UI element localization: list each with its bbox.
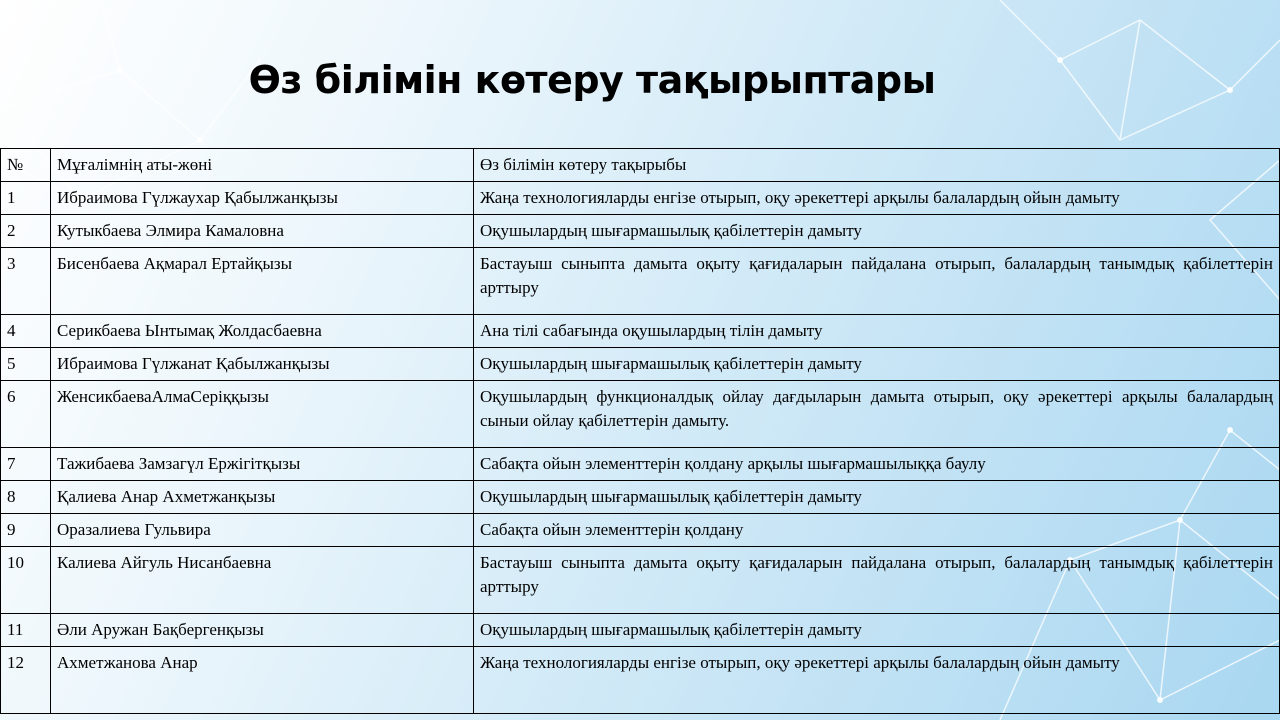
header-number: №: [1, 149, 51, 182]
page-title: Өз білімін көтеру тақырыптары: [248, 58, 936, 102]
teacher-name: Ибраимова Гүлжаухар Қабылжанқызы: [51, 182, 474, 215]
topic-text: Оқушылардың шығармашылық қабілеттерін дамыту: [474, 348, 1280, 381]
row-number: 8: [1, 481, 51, 514]
topic-text: Оқушылардың функционалдық ойлау дағдыларын дамыта отырып, оқу әрекеттері арқылы балалардың сыныи ойлау қабілеттерін дамыту.: [474, 381, 1280, 448]
header-teacher-name: Мұғалімнің аты-жөні: [51, 149, 474, 182]
row-number: 1: [1, 182, 51, 215]
topic-text: Оқушылардың шығармашылық қабілеттерін дамыту: [474, 481, 1280, 514]
table-row: [1, 248, 1280, 315]
row-number: 7: [1, 448, 51, 481]
table-row: [1, 315, 1280, 348]
teacher-name: ЖенсикбаеваАлмаСеріққызы: [51, 381, 474, 448]
teacher-name: Ибраимова Гүлжанат Қабылжанқызы: [51, 348, 474, 381]
topic-text: Ана тілі сабағында оқушылардың тілін дамыту: [474, 315, 1280, 348]
row-number: 6: [1, 381, 51, 448]
table-row: [1, 614, 1280, 647]
teacher-name: Оразалиева Гульвира: [51, 514, 474, 547]
table-row: [1, 481, 1280, 514]
row-number: 4: [1, 315, 51, 348]
teacher-name: Қалиева Анар Ахметжанқызы: [51, 481, 474, 514]
row-number: 9: [1, 514, 51, 547]
teacher-name: Бисенбаева Ақмарал Ертайқызы: [51, 248, 474, 315]
table-row: [1, 647, 1280, 714]
topic-text: Бастауыш сыныпта дамыта оқыту қағидаларын пайдалана отырып, балалардың танымдық қабілеттерін арттыру: [474, 248, 1280, 315]
teacher-name: Кутыкбаева Элмира Камаловна: [51, 215, 474, 248]
topics-table: [0, 148, 1280, 714]
topic-text: Оқушылардың шығармашылық қабілеттерін дамыту: [474, 215, 1280, 248]
row-number: 2: [1, 215, 51, 248]
header-topic: Өз білімін көтеру тақырыбы: [474, 149, 1280, 182]
teacher-name: Тажибаева Замзагүл Ержігітқызы: [51, 448, 474, 481]
table-row: [1, 514, 1280, 547]
teacher-name: Калиева Айгуль Нисанбаевна: [51, 547, 474, 614]
table-row: [1, 182, 1280, 215]
row-number: 11: [1, 614, 51, 647]
topic-text: Бастауыш сыныпта дамыта оқыту қағидаларын пайдалана отырып, балалардың танымдық қабілеттерін арттыру: [474, 547, 1280, 614]
teacher-name: Әли Аружан Бақбергенқызы: [51, 614, 474, 647]
row-number: 10: [1, 547, 51, 614]
teacher-name: Ахметжанова Анар: [51, 647, 474, 714]
table-row: [1, 448, 1280, 481]
table-row: [1, 348, 1280, 381]
topic-text: Сабақта ойын элементтерін қолдану арқылы шығармашылыққа баулу: [474, 448, 1280, 481]
table-row: [1, 215, 1280, 248]
teacher-name: Серикбаева Ынтымақ Жолдасбаевна: [51, 315, 474, 348]
topic-text: Оқушылардың шығармашылық қабілеттерін дамыту: [474, 614, 1280, 647]
row-number: 5: [1, 348, 51, 381]
table-header-row: [1, 149, 1280, 182]
table-row: [1, 547, 1280, 614]
topic-text: Жаңа технологияларды енгізе отырып, оқу әрекеттері арқылы балалардың ойын дамыту: [474, 647, 1280, 714]
row-number: 3: [1, 248, 51, 315]
topic-text: Сабақта ойын элементтерін қолдану: [474, 514, 1280, 547]
row-number: 12: [1, 647, 51, 714]
topic-text: Жаңа технологияларды енгізе отырып, оқу әрекеттері арқылы балалардың ойын дамыту: [474, 182, 1280, 215]
table-row: [1, 381, 1280, 448]
